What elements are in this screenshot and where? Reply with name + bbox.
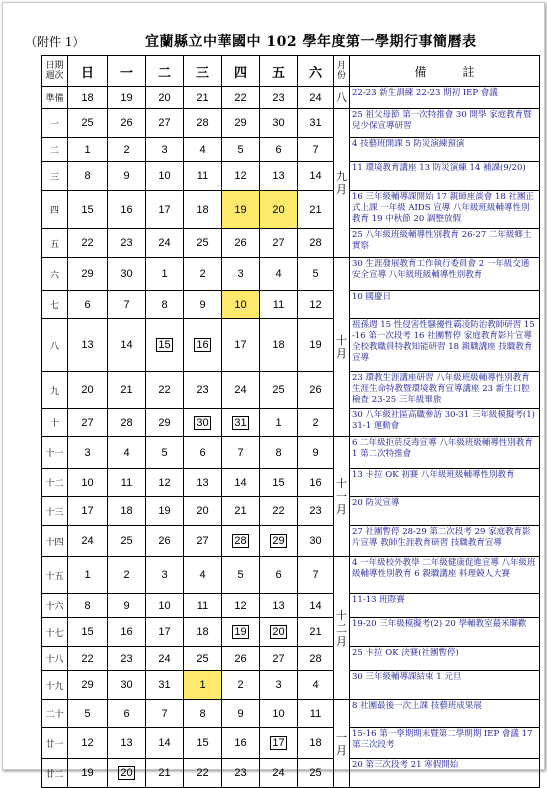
date-cell-fri: 1: [260, 409, 298, 437]
table-row: [42, 138, 540, 162]
week-label: 九: [42, 372, 68, 409]
date-cell-thu: [222, 526, 260, 557]
date-cell-mon: [108, 759, 146, 788]
week-label: 一: [42, 109, 68, 138]
date-cell-fri: 11: [260, 291, 298, 319]
month-label: 十 月: [334, 258, 350, 437]
table-row: [42, 291, 540, 319]
attachment-label: （附件 1）: [25, 35, 85, 49]
date-cell-thu: 5: [222, 557, 260, 594]
table-row: [42, 109, 540, 138]
week-label: 十六: [42, 594, 68, 618]
date-cell-tue: 12: [146, 469, 184, 497]
week-label: 十: [42, 409, 68, 437]
date-cell-sun: 20: [68, 372, 108, 409]
date-cell-thu: 29: [222, 109, 260, 138]
date-cell-fri: 30: [260, 109, 298, 138]
date-cell-mon: 14: [108, 319, 146, 372]
note-cell: 13 卡拉 OK 初賽 八年級班級輔導性別教育: [350, 469, 540, 497]
date-cell-fri: 8: [260, 437, 298, 469]
date-cell-fri: 24: [260, 759, 298, 788]
date-cell-sun: 1: [68, 557, 108, 594]
date-cell-tue: 22: [146, 372, 184, 409]
month-label: 十 二 月: [334, 557, 350, 700]
date-cell-sun: 6: [68, 291, 108, 319]
date-cell-thu: 9: [222, 700, 260, 728]
day-header-tue: 二: [146, 56, 184, 87]
note-cell: 27 社團暫停 28-29 第二次段考 29 家庭教育影片宣導 教師生涯教育研習 技職教育宣導: [350, 526, 540, 557]
date-cell-wed: 21: [184, 87, 222, 109]
date-cell-thu: 3: [222, 258, 260, 291]
date-cell-mon: 11: [108, 469, 146, 497]
date-cell-fri: 27: [260, 229, 298, 258]
date-cell-sun: 10: [68, 469, 108, 497]
date-cell-tue: 27: [146, 109, 184, 138]
date-cell-mon: 23: [108, 229, 146, 258]
date-cell-mon: 16: [108, 618, 146, 647]
date-cell-thu: [222, 618, 260, 647]
date-cell-sun: 24: [68, 526, 108, 557]
week-label: 準備: [42, 87, 68, 109]
date-cell-mon: 2: [108, 557, 146, 594]
date-cell-sat: 28: [298, 229, 334, 258]
date-cell-sun: 5: [68, 700, 108, 728]
date-cell-tue: [146, 319, 184, 372]
date-cell-sat: 7: [298, 557, 334, 594]
date-cell-fri: [260, 618, 298, 647]
date-cell-mon: 30: [108, 671, 146, 700]
page-header: [3, 3, 544, 53]
date-cell-thu: 17: [222, 319, 260, 372]
date-cell-sun: 3: [68, 437, 108, 469]
date-cell-wed: 23: [184, 372, 222, 409]
date-cell-fri: 10: [260, 700, 298, 728]
boxed-date: 20: [120, 767, 133, 779]
date-cell-sun: 1: [68, 138, 108, 162]
date-cell-sat: 30: [298, 526, 334, 557]
date-cell-fri: 20: [260, 191, 298, 229]
week-label: 廿二: [42, 759, 68, 788]
note-cell: 25 八年級班級輔導性別教育 26-27 二年級鄉土實察: [350, 229, 540, 258]
date-cell-tue: 8: [146, 291, 184, 319]
date-cell-sun: 12: [68, 728, 108, 759]
note-cell: 25 祖父母節 第一次特推會 30 開學 家庭教育暨兒少保宣導研習: [350, 109, 540, 138]
date-cell-thu: 19: [222, 191, 260, 229]
note-cell: 25 卡拉 OK 決賽(社團暫停): [350, 647, 540, 671]
week-label: 十一: [42, 437, 68, 469]
table-row: [42, 647, 540, 671]
date-cell-sat: 12: [298, 291, 334, 319]
date-cell-sat: 28: [298, 647, 334, 671]
date-cell-tue: 17: [146, 191, 184, 229]
date-cell-sat: 26: [298, 372, 334, 409]
table-row: [42, 700, 540, 728]
date-cell-tue: 24: [146, 647, 184, 671]
date-cell-thu: 10: [222, 291, 260, 319]
table-row: [42, 162, 540, 191]
week-label: 六: [42, 258, 68, 291]
date-cell-fri: 13: [260, 162, 298, 191]
day-header-thu: 四: [222, 56, 260, 87]
table-row: [42, 469, 540, 497]
date-cell-wed: 28: [184, 109, 222, 138]
boxed-date: 20: [272, 626, 285, 638]
date-cell-mon: 7: [108, 291, 146, 319]
date-cell-wed: 25: [184, 229, 222, 258]
day-header-fri: 五: [260, 56, 298, 87]
date-cell-tue: 7: [146, 700, 184, 728]
table-row: [42, 437, 540, 469]
boxed-date: 15: [158, 339, 171, 351]
date-cell-mon: 9: [108, 594, 146, 618]
date-cell-mon: 21: [108, 372, 146, 409]
date-cell-mon: 25: [108, 526, 146, 557]
date-cell-tue: 1: [146, 258, 184, 291]
date-cell-sat: 16: [298, 469, 334, 497]
date-cell-fri: 15: [260, 469, 298, 497]
date-cell-fri: 6: [260, 557, 298, 594]
week-label: 八: [42, 319, 68, 372]
date-cell-fri: 3: [260, 671, 298, 700]
date-cell-sat: 4: [298, 671, 334, 700]
date-cell-thu: 22: [222, 87, 260, 109]
note-cell: 4 一年級校外教學 二年級健康促進宣導 八年級班級輔導性別教育 6 親職講座 料理競人大賽: [350, 557, 540, 594]
date-cell-tue: 17: [146, 618, 184, 647]
date-cell-mon: 30: [108, 258, 146, 291]
date-cell-tue: 31: [146, 671, 184, 700]
boxed-date: 16: [196, 339, 209, 351]
week-label: 廿一: [42, 728, 68, 759]
date-cell-mon: 13: [108, 728, 146, 759]
date-cell-wed: 1: [184, 671, 222, 700]
table-row: [42, 618, 540, 647]
date-cell-fri: 23: [260, 87, 298, 109]
date-cell-sat: 14: [298, 162, 334, 191]
date-cell-thu: 26: [222, 647, 260, 671]
date-cell-tue: 3: [146, 138, 184, 162]
table-row: [42, 759, 540, 788]
date-cell-wed: 20: [184, 497, 222, 526]
date-cell-wed: 27: [184, 526, 222, 557]
note-cell: 16 三年級輔導課開始 17 親師座談會 18 社團正式上課 一年級 AIDS 宣導 八年級班級輔導性別教育 19 中秋節 20 調整放假: [350, 191, 540, 229]
date-cell-mon: 6: [108, 700, 146, 728]
table-row: [42, 594, 540, 618]
note-cell: 23 環教生涯講座研習 八年級班級輔導性別教育 生涯生命特教暨環境教育宣導講座 23 新生口腔檢查 23-25 三年級畢旅: [350, 372, 540, 409]
document-page: [2, 2, 545, 780]
date-cell-sun: 22: [68, 229, 108, 258]
date-cell-sat: 5: [298, 258, 334, 291]
date-cell-wed: 18: [184, 618, 222, 647]
boxed-date: 28: [234, 535, 247, 547]
note-cell: 11-13 班際賽: [350, 594, 540, 618]
date-cell-tue: 29: [146, 409, 184, 437]
week-label: 十九: [42, 671, 68, 700]
note-cell: 22-23 新生訓練 22-23 期初 IEP 會議: [350, 87, 540, 109]
date-cell-sun: 17: [68, 497, 108, 526]
date-cell-sun: 29: [68, 671, 108, 700]
note-cell: 20 第三次段考 21 寒假開始: [350, 759, 540, 788]
date-cell-sun: 15: [68, 618, 108, 647]
table-row: [42, 87, 540, 109]
date-cell-wed: 6: [184, 437, 222, 469]
date-cell-tue: 24: [146, 229, 184, 258]
notes-header: 備 註: [350, 56, 540, 87]
date-cell-wed: 11: [184, 594, 222, 618]
boxed-date: 29: [272, 535, 285, 547]
date-cell-tue: 5: [146, 437, 184, 469]
note-cell: 15-16 第一學期期末暨第二學期期 IEP 會議 17 第三次段考: [350, 728, 540, 759]
date-cell-wed: [184, 319, 222, 372]
date-cell-sat: 19: [298, 319, 334, 372]
date-cell-thu: 2: [222, 671, 260, 700]
date-cell-mon: 23: [108, 647, 146, 671]
date-cell-wed: 4: [184, 138, 222, 162]
date-cell-sun: 15: [68, 191, 108, 229]
week-label: 七: [42, 291, 68, 319]
date-cell-fri: 6: [260, 138, 298, 162]
table-row: [42, 229, 540, 258]
table-row: [42, 671, 540, 700]
month-label: 九 月: [334, 109, 350, 258]
table-row: [42, 526, 540, 557]
date-cell-sun: 19: [68, 759, 108, 788]
month-header: 月 份: [334, 56, 350, 87]
date-cell-thu: 21: [222, 497, 260, 526]
week-label: 十二: [42, 469, 68, 497]
note-cell: 6 二年級拒菸反毒宣導 八年級班級輔導性別教育 1 第二次特推會: [350, 437, 540, 469]
week-label: 十七: [42, 618, 68, 647]
week-label: 十五: [42, 557, 68, 594]
note-cell: 4 技藝班開課 5 防災演練預演: [350, 138, 540, 162]
date-cell-sun: 25: [68, 109, 108, 138]
note-cell: 8 社團最後一次上課 技藝班成果展: [350, 700, 540, 728]
week-header: 日期 週次: [42, 56, 68, 87]
date-cell-wed: 18: [184, 191, 222, 229]
date-cell-tue: 20: [146, 87, 184, 109]
week-label: 五: [42, 229, 68, 258]
week-label: 三: [42, 162, 68, 191]
week-label: 十三: [42, 497, 68, 526]
date-cell-wed: 2: [184, 258, 222, 291]
date-cell-wed: 13: [184, 469, 222, 497]
date-cell-sun: 18: [68, 87, 108, 109]
date-cell-sat: 21: [298, 618, 334, 647]
date-cell-wed: 15: [184, 728, 222, 759]
table-row: [42, 372, 540, 409]
date-cell-sat: 24: [298, 87, 334, 109]
date-cell-sat: 21: [298, 191, 334, 229]
week-label: 十四: [42, 526, 68, 557]
date-cell-sun: 13: [68, 319, 108, 372]
date-cell-sun: 27: [68, 409, 108, 437]
date-cell-thu: 5: [222, 138, 260, 162]
boxed-date: 31: [234, 416, 247, 429]
date-cell-sun: 8: [68, 162, 108, 191]
date-cell-thu: 12: [222, 594, 260, 618]
table-row: [42, 497, 540, 526]
date-cell-sat: 9: [298, 437, 334, 469]
date-cell-thu: 7: [222, 437, 260, 469]
month-label: 八: [334, 87, 350, 109]
date-cell-fri: 27: [260, 647, 298, 671]
date-cell-wed: 11: [184, 162, 222, 191]
date-cell-thu: [222, 409, 260, 437]
date-cell-fri: 4: [260, 258, 298, 291]
date-cell-wed: [184, 409, 222, 437]
calendar-table: [41, 55, 540, 788]
week-label: 二十: [42, 700, 68, 728]
date-cell-tue: 21: [146, 759, 184, 788]
date-cell-wed: 22: [184, 759, 222, 788]
table-row: [42, 191, 540, 229]
date-cell-mon: 16: [108, 191, 146, 229]
date-cell-fri: 25: [260, 372, 298, 409]
date-cell-thu: 24: [222, 372, 260, 409]
header-row: [42, 56, 540, 87]
date-cell-mon: 4: [108, 437, 146, 469]
table-row: [42, 258, 540, 291]
date-cell-tue: 26: [146, 526, 184, 557]
note-cell: 30 生涯發展教育工作執行委員會 2 一年級交通安全宣導 八年級班級輔導性別教育: [350, 258, 540, 291]
note-cell: 11 環境教育講座 13 防災演練 14 補課(9/20): [350, 162, 540, 191]
date-cell-sat: 18: [298, 728, 334, 759]
note-cell: 10 國慶日: [350, 291, 540, 319]
date-cell-fri: [260, 526, 298, 557]
note-cell: 祖孫週 15 性侵害性騷擾性霸凌防治教師研習 15-16 第一次段考 16 社團暫停 家庭教育影片宣導 全校教職員特教知能研習 18 親職講座 技職教育宣導: [350, 319, 540, 372]
note-cell: 30 三年級輔導課結束 1 元旦: [350, 671, 540, 700]
date-cell-fri: 18: [260, 319, 298, 372]
table-row: [42, 409, 540, 437]
table-row: [42, 319, 540, 372]
date-cell-fri: [260, 728, 298, 759]
note-cell: 19-20 三年級模擬考(2) 20 學輔教室蕞米聯歡: [350, 618, 540, 647]
date-cell-tue: 14: [146, 728, 184, 759]
week-label: 二: [42, 138, 68, 162]
date-cell-sat: 14: [298, 594, 334, 618]
month-label: 十 一 月: [334, 437, 350, 557]
date-cell-thu: 16: [222, 728, 260, 759]
date-cell-mon: 26: [108, 109, 146, 138]
date-cell-sun: 22: [68, 647, 108, 671]
week-label: 十八: [42, 647, 68, 671]
table-row: [42, 728, 540, 759]
note-cell: 30 八年級社區高職參訪 30-31 三年級模擬考(1) 31-1 運動會: [350, 409, 540, 437]
day-header-mon: 一: [108, 56, 146, 87]
day-header-wed: 三: [184, 56, 222, 87]
date-cell-sun: 29: [68, 258, 108, 291]
date-cell-tue: 19: [146, 497, 184, 526]
table-row: [42, 557, 540, 594]
date-cell-sun: 8: [68, 594, 108, 618]
date-cell-sat: 7: [298, 138, 334, 162]
boxed-date: 19: [234, 626, 247, 638]
month-label: 一 月: [334, 700, 350, 788]
date-cell-wed: 9: [184, 291, 222, 319]
note-cell: 20 防災宣導: [350, 497, 540, 526]
date-cell-wed: 25: [184, 647, 222, 671]
date-cell-thu: 23: [222, 759, 260, 788]
week-label: 四: [42, 191, 68, 229]
boxed-date: 17: [272, 737, 285, 749]
date-cell-sat: 31: [298, 109, 334, 138]
date-cell-mon: 28: [108, 409, 146, 437]
date-cell-sat: 11: [298, 700, 334, 728]
date-cell-sat: 25: [298, 759, 334, 788]
date-cell-tue: 10: [146, 594, 184, 618]
date-cell-tue: 3: [146, 557, 184, 594]
date-cell-sat: 23: [298, 497, 334, 526]
day-header-sat: 六: [298, 56, 334, 87]
date-cell-thu: 14: [222, 469, 260, 497]
date-cell-fri: 22: [260, 497, 298, 526]
date-cell-tue: 10: [146, 162, 184, 191]
page-title: 宜蘭縣立中華國中 102 學年度第一學期行事簡曆表: [145, 34, 477, 50]
boxed-date: 30: [196, 416, 209, 429]
date-cell-fri: 13: [260, 594, 298, 618]
date-cell-mon: 9: [108, 162, 146, 191]
date-cell-thu: 26: [222, 229, 260, 258]
day-header-sun: 日: [68, 56, 108, 87]
date-cell-mon: 19: [108, 87, 146, 109]
date-cell-wed: 4: [184, 557, 222, 594]
date-cell-mon: 2: [108, 138, 146, 162]
date-cell-wed: 8: [184, 700, 222, 728]
date-cell-sat: 2: [298, 409, 334, 437]
date-cell-thu: 12: [222, 162, 260, 191]
date-cell-mon: 18: [108, 497, 146, 526]
